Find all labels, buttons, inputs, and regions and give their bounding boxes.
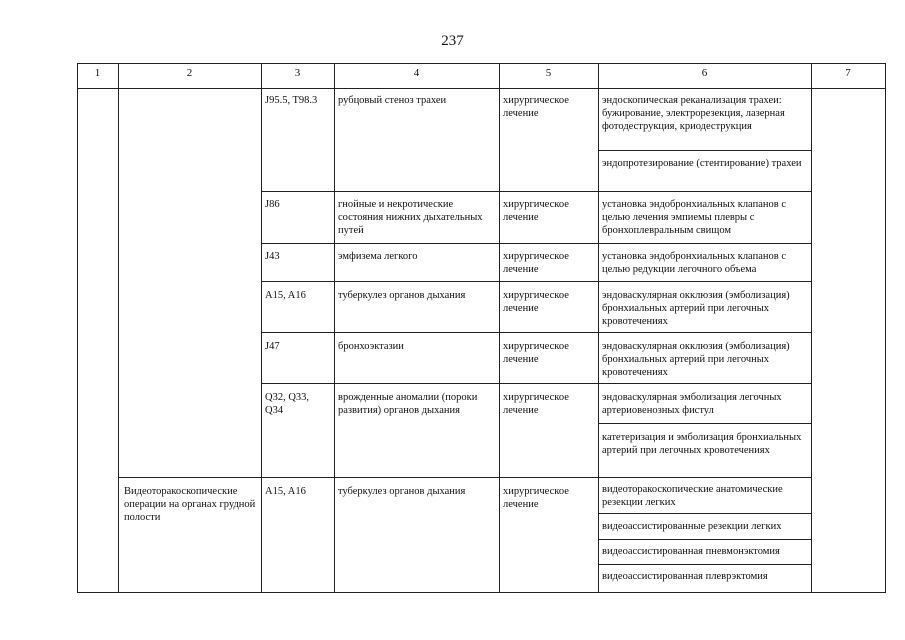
- cell-method: эндоваскулярная окклюзия (эмболизация) бронхиальных артерий при легочных кровотечениях: [602, 290, 790, 327]
- cell-method: эндопротезирование (стентирование) трахеи: [602, 158, 802, 169]
- cell-code: J95.5, T98.3: [265, 95, 318, 106]
- cell-treatment: хирургическое лечение: [503, 392, 569, 416]
- column-header-1: 1: [94, 67, 101, 79]
- cell-treatment: хирургическое лечение: [503, 486, 569, 510]
- column-header-4: 4: [413, 67, 420, 79]
- cell-code: A15, A16: [265, 290, 306, 301]
- cell-treatment: хирургическое лечение: [503, 290, 569, 314]
- cell-code: J47: [265, 341, 280, 352]
- cell-code: Q32, Q33, Q34: [265, 392, 310, 416]
- column-header-6: 6: [701, 67, 708, 79]
- cell-group: Видеоторакоскопические операции на органах грудной полости: [124, 486, 256, 523]
- cell-method: катетеризация и эмболизация бронхиальных артерий при легочных кровотечениях: [602, 432, 802, 456]
- cell-disease: врожденные аномалии (пороки развития) органов дыхания: [338, 392, 478, 416]
- page-number: 237: [441, 33, 464, 49]
- cell-disease: гнойные и некротические состояния нижних дыхательных путей: [338, 199, 483, 236]
- cell-treatment: хирургическое лечение: [503, 199, 569, 223]
- cell-code: A15, A16: [265, 486, 306, 497]
- cell-method: видеоторакоскопические анатомические резекции легких: [602, 484, 783, 508]
- cell-code: J43: [265, 251, 280, 262]
- cell-treatment: хирургическое лечение: [503, 251, 569, 275]
- cell-method: установка эндобронхиальных клапанов с целью лечения эмпиемы плевры с бронхоплевральным свищом: [602, 199, 786, 236]
- column-header-7: 7: [845, 67, 851, 79]
- cell-disease: туберкулез органов дыхания: [338, 486, 466, 497]
- cell-treatment: хирургическое лечение: [503, 95, 569, 119]
- cell-method: установка эндобронхиальных клапанов с целью редукции легочного объема: [602, 251, 786, 275]
- cell-disease: эмфизема легкого: [338, 251, 418, 262]
- cell-method: эндоваскулярная окклюзия (эмболизация) бронхиальных артерий при легочных кровотечениях: [602, 341, 790, 378]
- cell-disease: туберкулез органов дыхания: [338, 290, 466, 301]
- cell-disease: рубцовый стеноз трахеи: [338, 95, 447, 106]
- column-header-3: 3: [294, 67, 301, 79]
- column-header-2: 2: [186, 67, 193, 79]
- column-header-5: 5: [545, 67, 552, 79]
- cell-method: видеоассистированные резекции легких: [602, 521, 782, 532]
- cell-disease: бронхоэктазии: [338, 341, 404, 352]
- cell-method: эндоскопическая реканализация трахеи: бужирование, электрорезекция, лазерная фотодеструкция, криодеструкция: [602, 95, 785, 132]
- cell-method: эндоваскулярная эмболизация легочных артериовенозных фистул: [602, 392, 782, 416]
- cell-code: J86: [265, 199, 280, 210]
- cell-method: видеоассистированная пневмонэктомия: [602, 546, 780, 557]
- cell-method: видеоассистированная плеврэктомия: [602, 571, 768, 582]
- cell-treatment: хирургическое лечение: [503, 341, 569, 365]
